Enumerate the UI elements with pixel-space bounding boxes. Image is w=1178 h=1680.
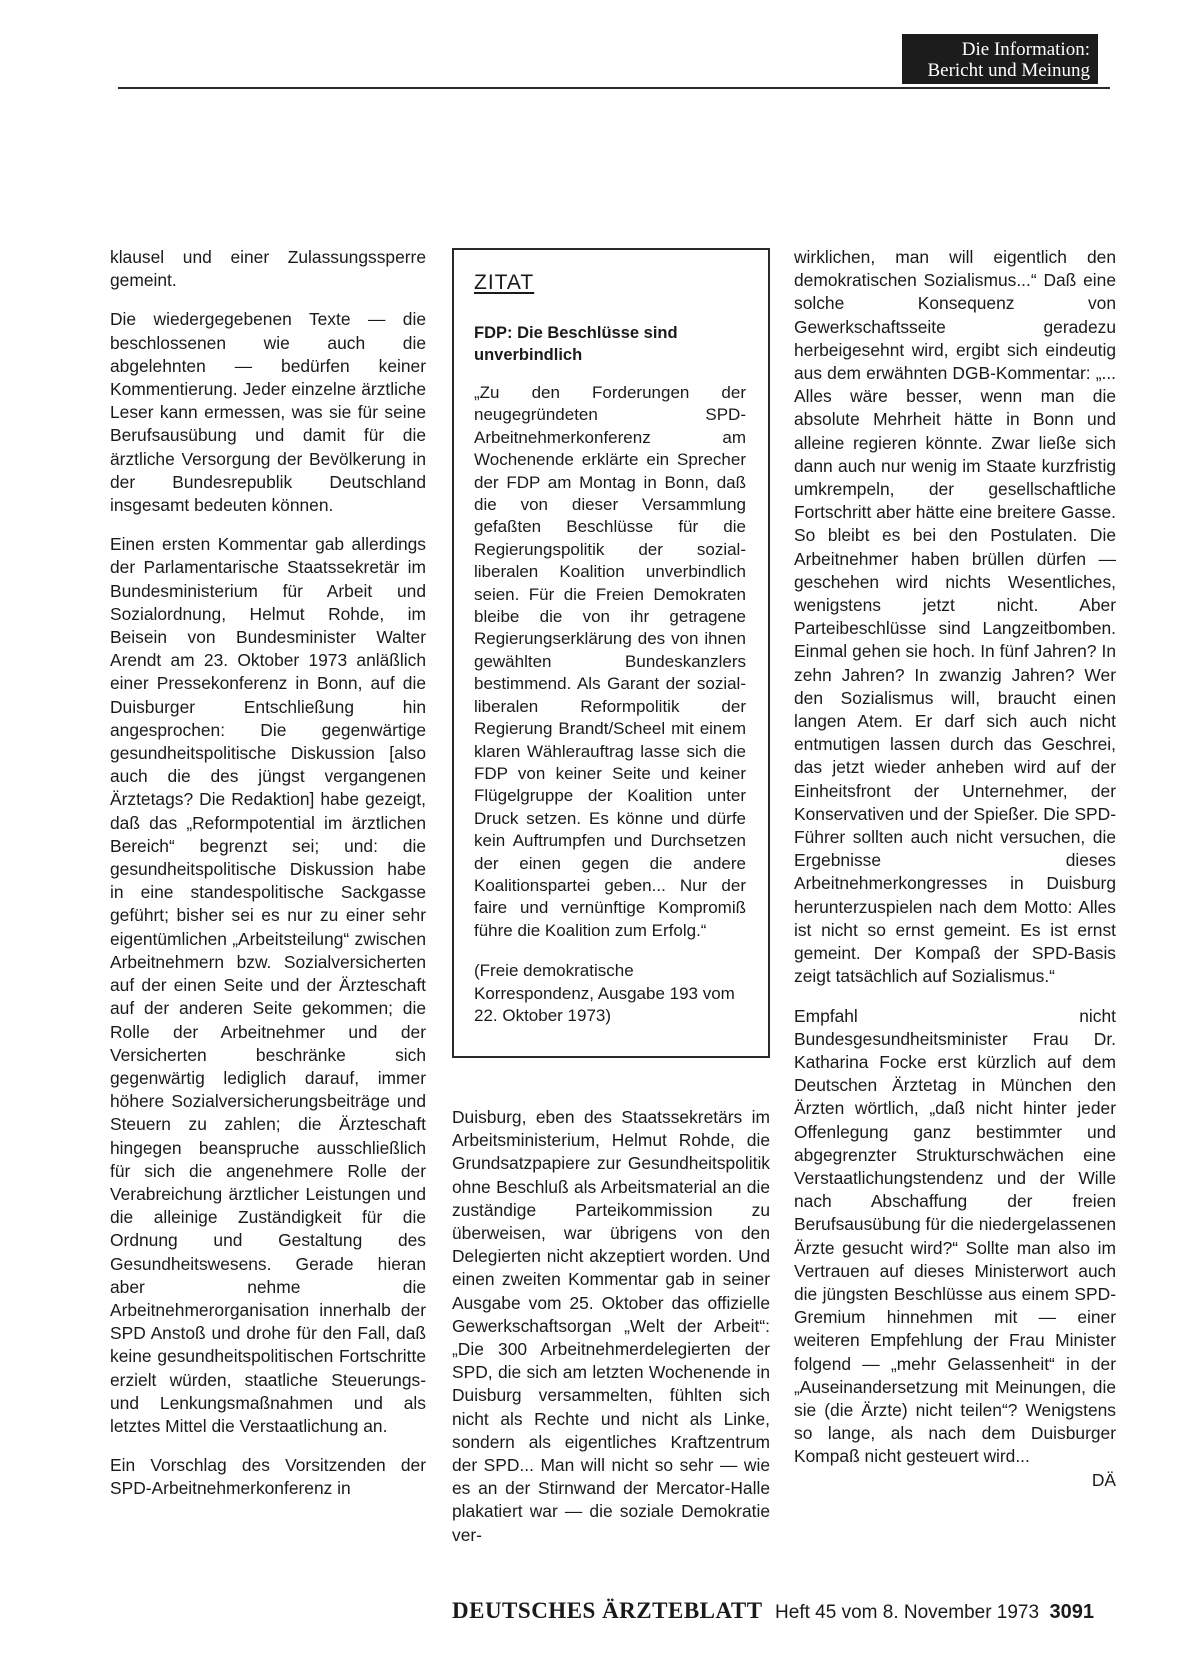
paragraph: Empfahl nicht Bundesgesundheitsminister Frau Dr. Katharina Focke erst kürzlich auf dem Deutschen Ärztetag in München den Ärzten wörtlich, „daß nicht hinter jeder Offenlegung ganz bestimmter und abgegrenzter Strukturschwächen eine Verstaatlichungstendenz und der Wille nach Abschaffung der freien Berufsausübung für die niedergelassenen Ärzte gesucht wird?“ Sollte man also im Vertrauen auf dieses Ministerwort auch die jüngsten Beschlüsse aus einem SPD-Gremium hinnehmen mit — einer weiteren Empfehlung der Frau Minister folgend — „mehr Gelassenheit“ in der „Auseinandersetzung mit Meinungen, die sie (die Ärzte) nicht teilen“? Wenigstens so lange, als nach dem Duisburger Kompaß nicht gesteuert wird... xyxy=(794,1005,1116,1467)
page-footer xyxy=(452,1598,1112,1632)
journal-title: DEUTSCHES ÄRZTEBLATT xyxy=(452,1598,763,1623)
author-signoff: DÄ xyxy=(1091,1469,1116,1490)
issue-info: Heft 45 vom 8. November 1973 xyxy=(775,1602,1040,1623)
middle-column xyxy=(452,1106,770,1563)
paragraph: Einen ersten Kommentar gab allerdings der Parlamentarische Staatssekretär im Bundesministerium für Arbeit und Sozialordnung, Helmut Rohde, im Beisein von Bundesminister Walter Arendt am 23. Oktober 1973 anläßlich einer Pressekonferenz in Bonn, auf die Duisburger Entschließung hin angesprochen: Die gegenwärtige gesundheitspolitische Diskussion [also auch die des jüngst vergangenen Ärztetags? Die Redaktion] habe gezeigt, daß das „Reformpotential im ärztlichen Bereich“ begrenzt sei; und: die gesundheitspolitische Diskussion habe in eine standespolitische Sackgasse geführt; bisher sei es nur zu einer sehr eigentümlichen „Arbeitsteilung“ zwischen Arbeitnehmern bzw. Sozialversicherten auf der einen Seite und der Ärzteschaft auf der anderen Seite gekommen; die Rolle der Arbeitnehmer und der Versicherten beschränke sich gegenwärtig lediglich darauf, immer höhere Sozialversicherungsbeiträge und Steuern zu zahlen; die Ärzteschaft hingegen beanspruche ausschließlich für sich die angenehmere Rolle der Verabreichung ärztlicher Leistungen und die alleinige Zuständigkeit für die Ordnung und Gestaltung des Gesundheitswesens. Gerade hieran aber nehme die Arbeitnehmerorganisation innerhalb der SPD Anstoß und drohe für den Fall, daß keine gesundheitspolitischen Fortschritte erzielt würden, staatliche Steuerungs- und Lenkungsmaßnahmen und als letztes Mittel die Verstaatlichung an. xyxy=(110,534,426,1436)
section-tag xyxy=(902,34,1098,84)
left-column xyxy=(110,246,426,1517)
paragraph: Duisburg, eben des Staatssekretärs im Arbeitsministerium, Helmut Rohde, die Grundsatzpapiere zur Gesundheitspolitik ohne Beschluß als Arbeitsmaterial an die zuständige Parteikommission zu überweisen, war übrigens von den Delegierten nicht akzeptiert worden. Und einen zweiten Kommentar gab in seiner Ausgabe vom 25. Oktober das offizielle Gewerkschaftsorgan „Welt der Arbeit“: „Die 300 Arbeitnehmerdelegierten der SPD, die sich am letzten Wochenende in Duisburg versammelten, fühlten sich nicht als Rechte und nicht als Linke, sondern als eigentliches Kraftzentrum der SPD... Man will nicht so sehr — wie es an der Stirnwand der Mercator-Halle plakatiert war — die soziale Demokratie ver- xyxy=(452,1107,770,1545)
quote-label: ZITAT xyxy=(474,271,535,294)
header-rule xyxy=(118,87,1110,89)
quote-source: (Freie demokratische Korrespondenz, Ausgabe 193 vom 22. Oktober 1973) xyxy=(474,961,735,1025)
section-tag-line2: Bericht und Meinung xyxy=(927,60,1090,81)
page-number: 3091 xyxy=(1049,1601,1095,1623)
paragraph: Ein Vorschlag des Vorsitzenden der SPD-Arbeitnehmerkonferenz in xyxy=(110,1455,426,1499)
paragraph: klausel und einer Zulassungssperre gemeint. xyxy=(110,247,426,291)
paragraph: wirklichen, man will eigentlich den demokratischen Sozialismus...“ Daß eine solche Konsequenz von Gewerkschaftsseite geradezu herbeigesehnt wird, ergibt sich eindeutig aus dem erwähnten DGB-Kommentar: „... Alles wäre besser, wenn man die absolute Mehrheit hätte in Bonn und alleine regieren könnte. Zwar ließe sich dann auch nur wenig im Staate kurzfristig umkrempeln, der gesellschaftliche Fortschritt aber hätte eine breitere Gasse. So bleibt es bei den Postulaten. Die Arbeitnehmer haben brüllen dürfen — geschehen wird nichts Wesentliches, wenigstens jetzt nicht. Aber Parteibeschlüsse sind Langzeitbomben. Einmal gehen sie hoch. In fünf Jahren? In zehn Jahren? In zwanzig Jahren? Wer den Sozialismus will, braucht einen langen Atem. Er darf sich auch nicht entmutigen lassen durch das Geschrei, das jetzt wieder anheben wird auf der Einheitsfront der Unternehmer, der Konservativen und der Spießer. Die SPD-Führer sollten auch nicht versuchen, die Ergebnisse dieses Arbeitnehmerkongresses in Duisburg herunterzuspielen nach dem Motto: Alles ist nicht so ernst gemeint. Es ist ernst gemeint. Der Kompaß der SPD-Basis zeigt tatsächlich auf Sozialismus.“ xyxy=(794,247,1116,987)
quote-heading: FDP: Die Beschlüsse sind unverbindlich xyxy=(474,324,678,364)
section-tag-line1: Die Information: xyxy=(961,39,1090,60)
right-column xyxy=(794,246,1116,1492)
paragraph: Die wiedergegebenen Texte — die beschlossenen wie auch die abgelehnten — bedürfen keiner Kommentierung. Jeder einzelne ärztliche Leser kann ermessen, was sie für seine Berufsausübung und damit für die ärztliche Versorgung der Bevölkerung in der Bundesrepublik Deutschland insgesamt bedeuten können. xyxy=(110,309,426,516)
quote-box xyxy=(452,248,770,1058)
quote-text: „Zu den Forderungen der neugegründeten SPD-Arbeitnehmerkonferenz am Wochenende erklärte ein Sprecher der FDP am Montag in Bonn, daß die von dieser Versammlung gefaßten Beschlüsse für die Regierungspolitik der sozial-liberalen Koalition unverbindlich seien. Für die Freien Demokraten bleibe die von ihr getragene Regierungserklärung des von ihnen gewählten Bundeskanzlers bestimmend. Als Garant der sozial-liberalen Reformpolitik der Regierung Brandt/Scheel mit einem klaren Wählerauftrag lasse sich die FDP von keiner Seite und keiner Flügelgruppe der Koalition unter Druck setzen. Es könne und dürfe kein Auftrumpfen und Durchsetzen der einen gegen die andere Koalitionspartei geben... Nur der faire und vernünftige Kompromiß führe die Koalition zum Erfolg.“ xyxy=(474,383,746,940)
